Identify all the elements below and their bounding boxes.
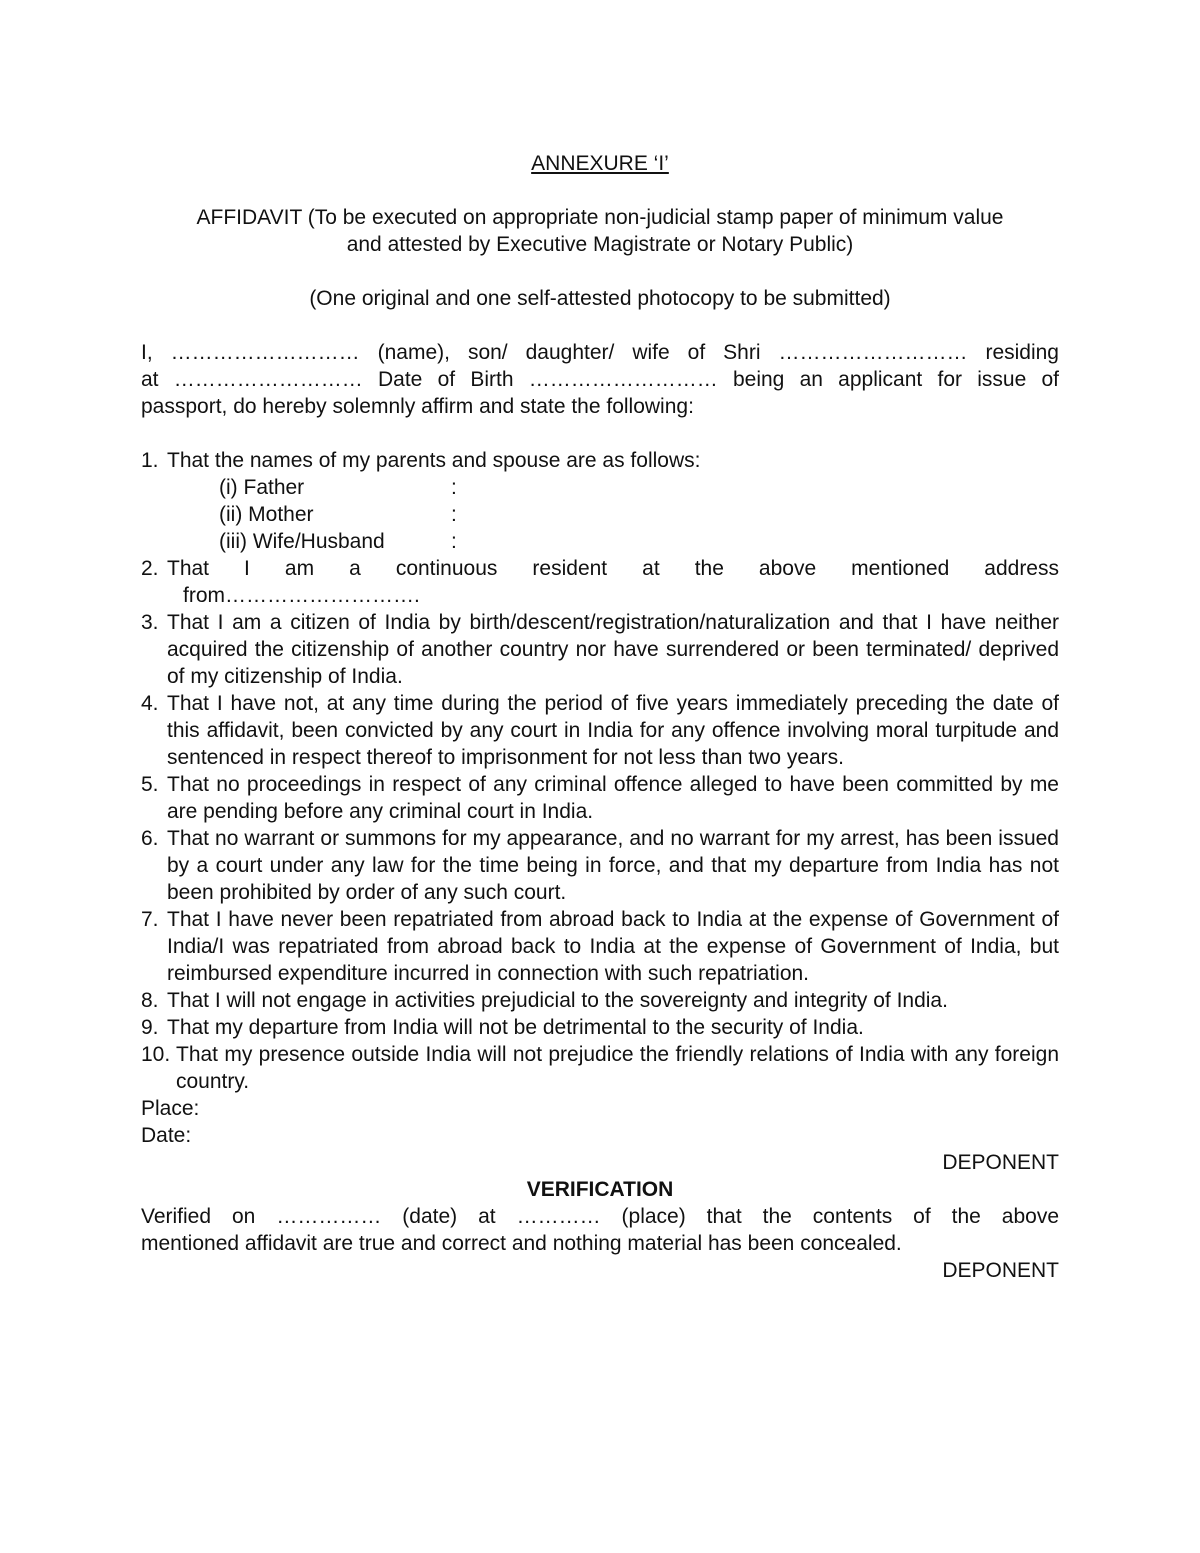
- verification-heading: VERIFICATION: [526, 1178, 674, 1201]
- list-item-9: [141, 1014, 1059, 1041]
- item-text: That no proceedings in respect of any criminal offence alleged to have been committed by me are pending before any criminal court in India.: [167, 773, 1059, 823]
- item-number: 10.: [141, 1043, 171, 1066]
- parent-row-spouse: [141, 528, 1059, 555]
- spacer: [141, 420, 1059, 447]
- parent-row-mother: [141, 501, 1059, 528]
- list-item-2: [141, 555, 1059, 609]
- list-item-6: [141, 825, 1059, 906]
- list-item-4: [141, 690, 1059, 771]
- item-text: That the names of my parents and spouse are as follows:: [167, 449, 701, 472]
- item-number: 3.: [141, 611, 159, 634]
- parent-label: (ii) Mother: [219, 503, 314, 526]
- item-number: 7.: [141, 908, 159, 931]
- intro-line-1: I, ……………………… (name), son/ daughter/ wife of Shri ……………………… residing: [141, 341, 1059, 364]
- intro-line-2: at ……………………… Date of Birth ……………………… being an applicant for issue of: [141, 368, 1059, 391]
- date-label: Date:: [141, 1124, 192, 1147]
- deponent-signature-label: DEPONENT: [942, 1151, 1059, 1174]
- item-text: That my presence outside India will not prejudice the friendly relations of India with any foreign country.: [176, 1043, 1059, 1093]
- affidavit-page: [141, 150, 1059, 1284]
- item-number: 2.: [141, 557, 159, 580]
- spacer: [141, 258, 1059, 285]
- parent-label: (iii) Wife/Husband: [219, 530, 385, 553]
- parent-row-father: [141, 474, 1059, 501]
- parent-colon: :: [451, 476, 457, 499]
- parent-colon: :: [451, 530, 457, 553]
- affidavit-items: [141, 447, 1059, 1095]
- item-text: That no warrant or summons for my appearance, and no warrant for my arrest, has been issued by a court under any law for the time being in force, and that my departure from India has not been prohibited by order of any such court.: [167, 827, 1059, 904]
- subtitle-line-1: AFFIDAVIT (To be executed on appropriate non-judicial stamp paper of minimum value: [196, 206, 1004, 229]
- item-2-line-1: That I am a continuous resident at the above mentioned address: [167, 557, 1059, 580]
- verification-line-1: Verified on …………… (date) at ………… (place) that the contents of the above: [141, 1205, 1059, 1228]
- item-number: 9.: [141, 1016, 159, 1039]
- item-number: 1.: [141, 449, 159, 472]
- spacer: [141, 177, 1059, 204]
- item-number: 4.: [141, 692, 159, 715]
- parent-label: (i) Father: [219, 476, 305, 499]
- verification-paragraph: [141, 1203, 1059, 1257]
- list-item-1: [141, 447, 1059, 474]
- item-number: 8.: [141, 989, 159, 1012]
- place-label: Place:: [141, 1097, 200, 1120]
- item-2-line-2: from……………………….: [183, 584, 420, 607]
- submission-note: (One original and one self-attested photocopy to be submitted): [309, 287, 891, 310]
- page-title: ANNEXURE ‘I’: [531, 152, 669, 175]
- list-item-3: [141, 609, 1059, 690]
- deponent-signature-label-2: DEPONENT: [942, 1259, 1059, 1282]
- subtitle-line-2: and attested by Executive Magistrate or Notary Public): [346, 233, 854, 256]
- item-number: 6.: [141, 827, 159, 850]
- item-number: 5.: [141, 773, 159, 796]
- item-text: That I have never been repatriated from abroad back to India at the expense of Government of India/I was repatriated from abroad back to India at the expense of Government of India, but reimbursed expenditure incurred in connection with such repatriation.: [167, 908, 1059, 985]
- intro-line-3: passport, do hereby solemnly affirm and state the following:: [141, 395, 694, 418]
- item-text: That I am a citizen of India by birth/descent/registration/naturalization and that I have neither acquired the citizenship of another country nor have surrendered or been terminated/ deprived of my citizenship of India.: [167, 611, 1059, 688]
- item-text: That I have not, at any time during the period of five years immediately preceding the date of this affidavit, been convicted by any court in India for any offence involving moral turpitude and sentenced in respect thereof to imprisonment for not less than two years.: [167, 692, 1059, 769]
- verification-line-2: mentioned affidavit are true and correct and nothing material has been concealed.: [141, 1232, 902, 1255]
- parents-list: [141, 474, 1059, 555]
- list-item-7: [141, 906, 1059, 987]
- list-item-10: [141, 1041, 1059, 1095]
- item-text: [161, 555, 1059, 609]
- spacer: [141, 312, 1059, 339]
- parent-colon: :: [451, 503, 457, 526]
- list-item-5: [141, 771, 1059, 825]
- list-item-8: [141, 987, 1059, 1014]
- item-text: That I will not engage in activities prejudicial to the sovereignty and integrity of India.: [167, 989, 948, 1012]
- intro-paragraph: [141, 339, 1059, 420]
- item-text: That my departure from India will not be detrimental to the security of India.: [167, 1016, 864, 1039]
